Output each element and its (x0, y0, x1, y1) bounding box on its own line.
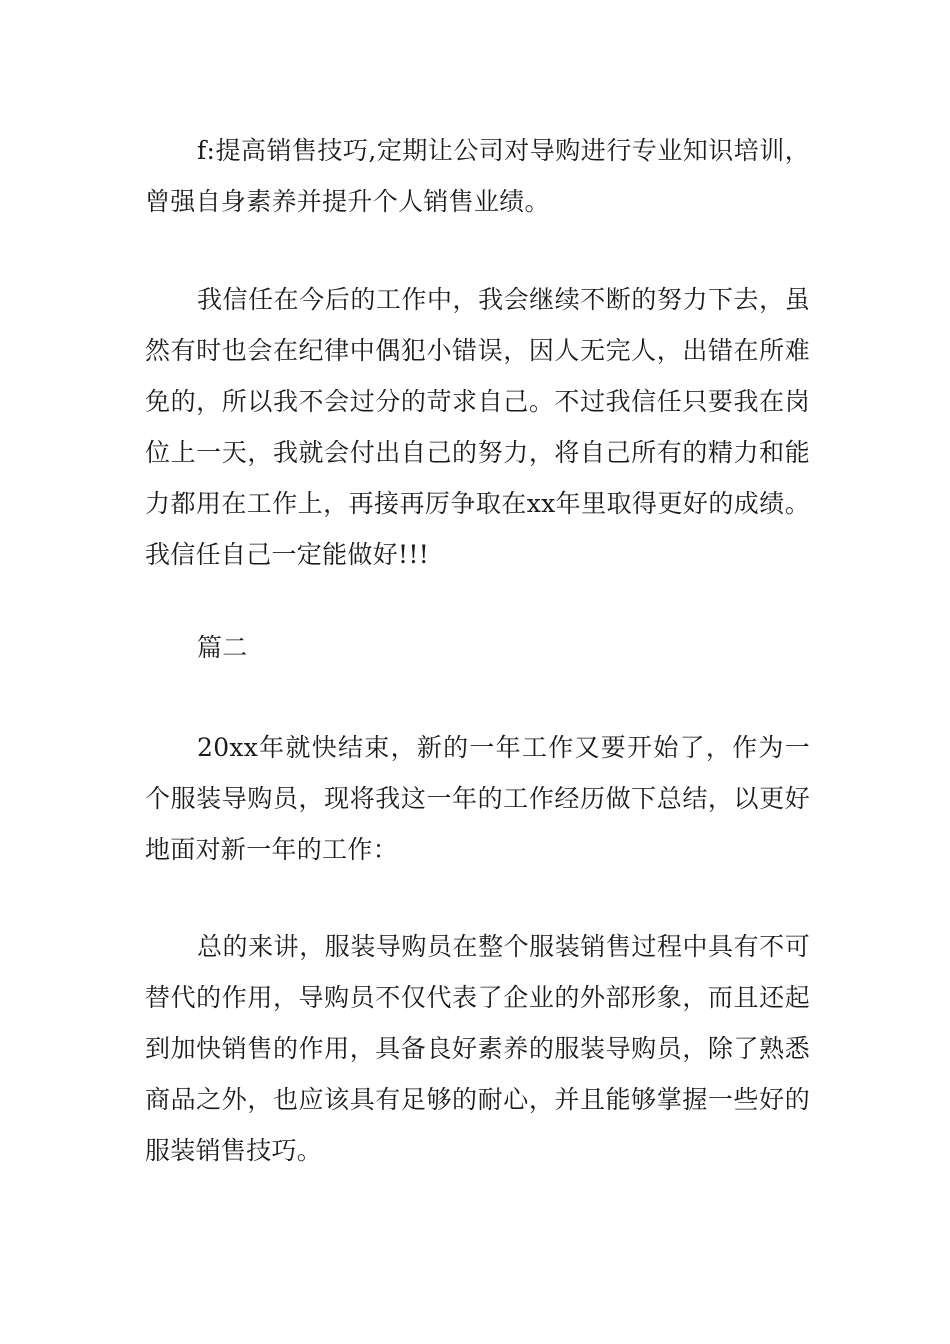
section-heading-part-two: 篇二 (197, 633, 248, 662)
paragraph-role-of-sales-guide: 总的来讲，服装导购员在整个服装销售过程中具有不可替代的作用，导购员不仅代表了企业的外部形象，而且还起到加快销售的作用，具备良好素养的服装导购员，除了熟悉商品之外，也应该具有足够的耐心，并且能够掌握一些好的服装销售技巧。 (145, 932, 810, 1165)
paragraph-self-belief: 我信任在今后的工作中，我会继续不断的努力下去，虽然有时也会在纪律中偶犯小错误，因人无完人，出错在所难免的，所以我不会过分的苛求自己。不过我信任只要我在岗位上一天，我就会付出自己的努力，将自己所有的精力和能力都用在工作上，再接再厉争取在xx年里取得更好的成绩。我信任自己一定能做好!!! (145, 285, 810, 569)
paragraph-year-intro: 20xx年就快结束，新的一年工作又要开始了，作为一个服装导购员，现将我这一年的工作经历做下总结，以更好地面对新一年的工作： (145, 733, 810, 864)
paragraph-sales-skills: f:提高销售技巧,定期让公司对导购进行专业知识培训，曾强自身素养并提升个人销售业绩。 (145, 136, 810, 216)
